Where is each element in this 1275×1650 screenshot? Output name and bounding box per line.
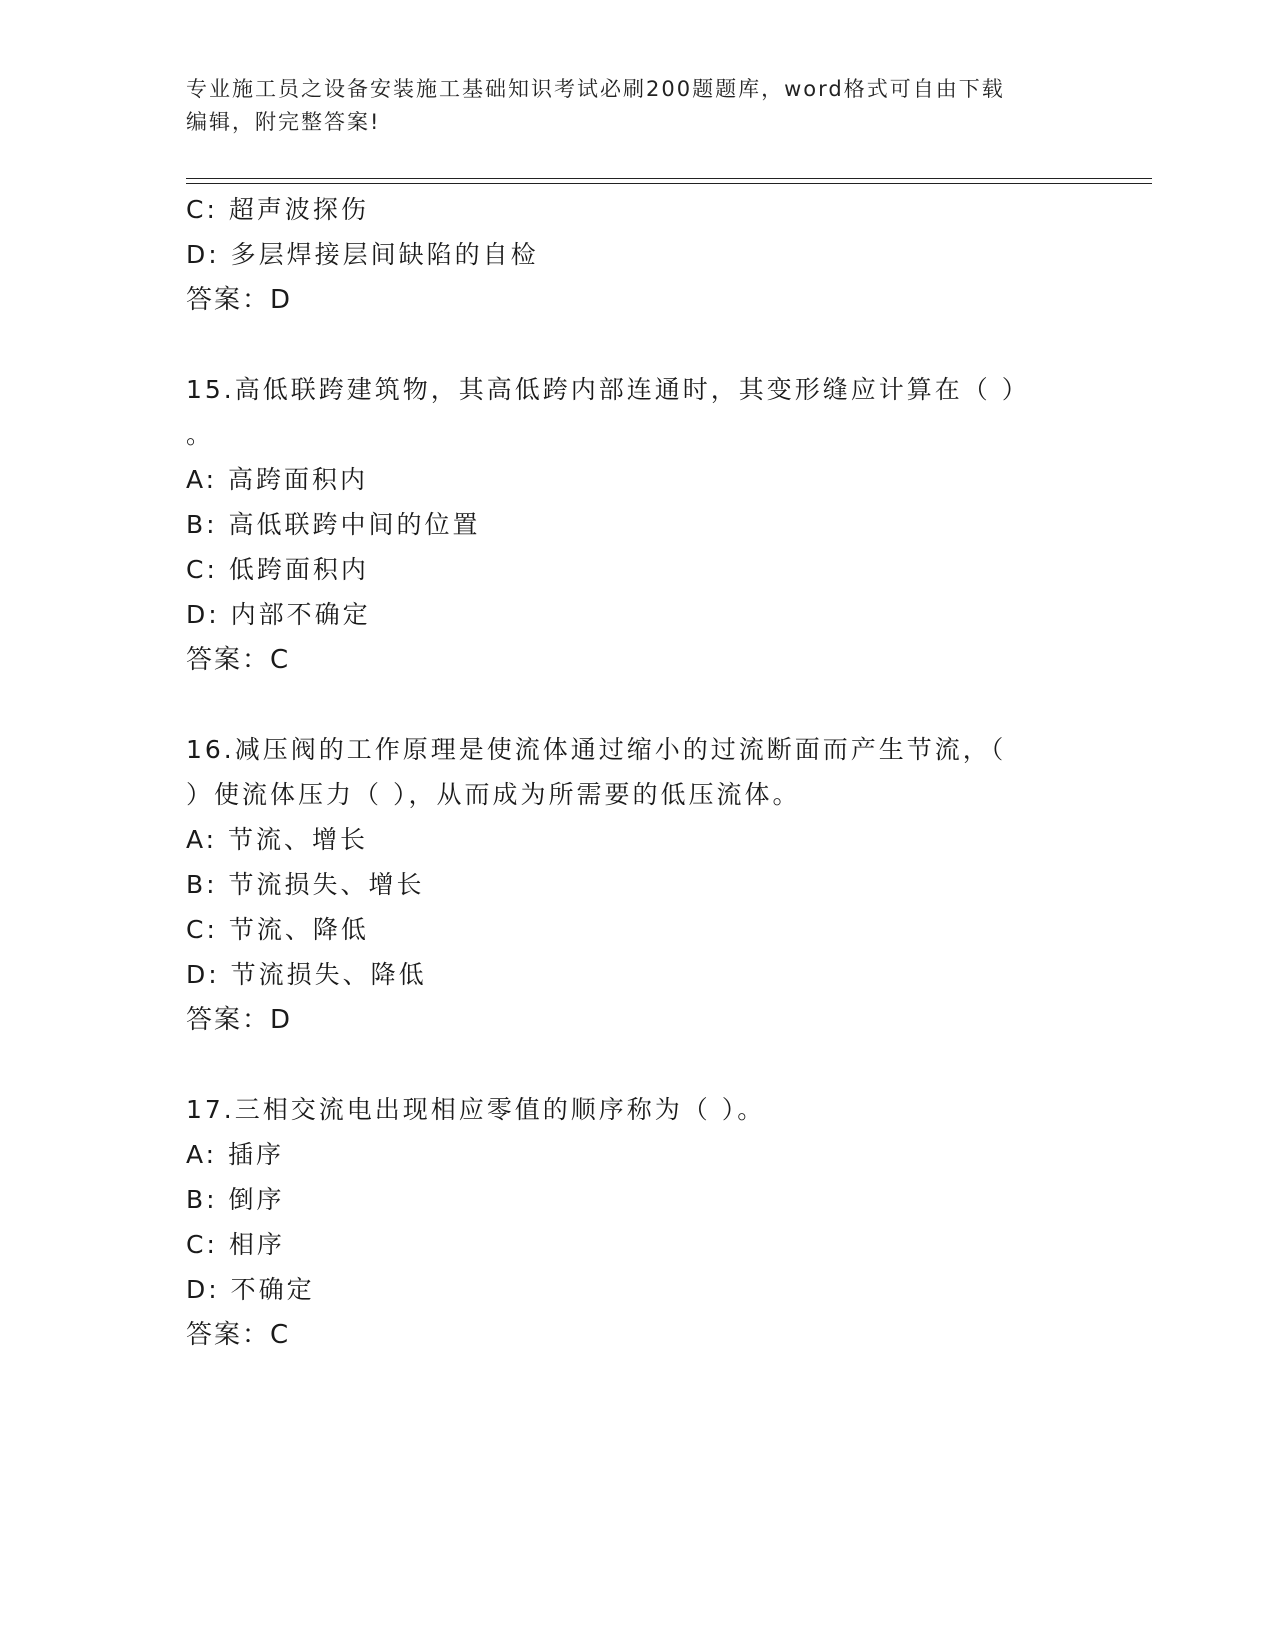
q14-option-d: D: 多层焊接层间缺陷的自检	[186, 240, 539, 269]
q16-option-b: B: 节流损失、增长	[186, 870, 425, 899]
q15-option-b: B: 高低联跨中间的位置	[186, 510, 481, 539]
q15-option-d: D: 内部不确定	[186, 600, 371, 629]
header-rule-bottom	[186, 183, 1152, 184]
q15-stem-line-1: 15.高低联跨建筑物，其高低跨内部连通时，其变形缝应计算在（ ）	[186, 375, 1030, 404]
q16-answer: 答案：D	[186, 1005, 293, 1035]
q17-answer: 答案：C	[186, 1320, 291, 1350]
q16-stem-line-2: ）使流体压力（ ），从而成为所需要的低压流体。	[186, 780, 801, 809]
header-title-line-2: 编辑，附完整答案!	[186, 110, 381, 134]
q17-option-d: D: 不确定	[186, 1275, 315, 1304]
q15-option-a: A: 高跨面积内	[186, 465, 369, 494]
q16-option-a: A: 节流、增长	[186, 825, 369, 854]
q15-option-c: C: 低跨面积内	[186, 555, 369, 584]
header-title-line-1: 专业施工员之设备安装施工基础知识考试必刷200题题库，word格式可自由下载	[186, 77, 1005, 101]
q17-option-a: A: 插序	[186, 1140, 285, 1169]
q14-option-c: C: 超声波探伤	[186, 195, 369, 224]
q17-option-c: C: 相序	[186, 1230, 285, 1259]
q14-answer: 答案：D	[186, 285, 293, 315]
q16-option-c: C: 节流、降低	[186, 915, 369, 944]
q16-stem-line-1: 16.减压阀的工作原理是使流体通过缩小的过流断面而产生节流，（	[186, 735, 1007, 764]
q17-option-b: B: 倒序	[186, 1185, 285, 1214]
q15-stem-line-2: 。	[186, 420, 215, 449]
header-rule-top	[186, 178, 1152, 179]
q17-stem-line-1: 17.三相交流电出现相应零值的顺序称为（ ）。	[186, 1095, 766, 1124]
q16-option-d: D: 节流损失、降低	[186, 960, 427, 989]
q15-answer: 答案：C	[186, 645, 291, 675]
page-header	[186, 73, 1086, 139]
